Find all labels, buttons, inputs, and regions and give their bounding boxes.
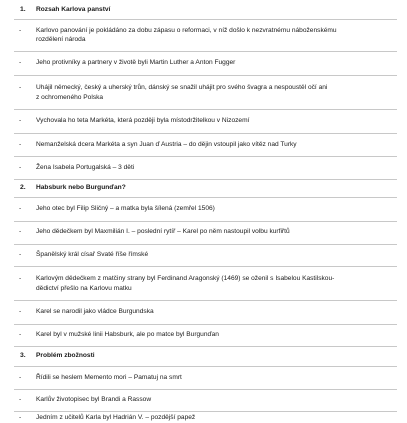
list-item-text: z ochromeného Polska <box>36 94 104 101</box>
row-divider <box>14 389 397 390</box>
list-item-text: Karlovým dědečkem z matčiny strany byl Ferdinand Aragonský (1469) se oženil s Isabelou Kastilskou- <box>36 275 335 282</box>
list-item-text: Uhájil německý, český a uherský trůn, dánský se snažil uhájit pro svého švagra a nespoustěl očí ani <box>36 84 328 91</box>
section-title: Problém zbožnosti <box>36 352 95 359</box>
list-item-text: Jeho dědečkem byl Maxmilián I. – poslední rytíř – Karel po něm nastoupil volbu kurfiřtů <box>36 228 290 235</box>
list-bullet: - <box>19 205 22 212</box>
list-item-text: Řídili se heslem Memento mori – Pamatuj na smrt <box>36 374 182 381</box>
row-divider <box>14 19 397 20</box>
row-divider <box>14 366 397 367</box>
row-divider <box>14 324 397 325</box>
row-divider <box>14 179 397 180</box>
list-bullet: - <box>19 374 22 381</box>
list-bullet: - <box>19 164 22 171</box>
row-divider <box>14 75 397 76</box>
row-divider <box>14 156 397 157</box>
row-divider <box>14 221 397 222</box>
list-bullet: - <box>19 251 22 258</box>
list-bullet: - <box>19 414 22 421</box>
list-item-text: Vychovala ho teta Markéta, která později byla místodržitelkou v Nizozemí <box>36 117 250 124</box>
list-bullet: - <box>19 228 22 235</box>
row-divider <box>14 197 397 198</box>
list-item-text: dědictví přešlo na Karlovu matku <box>36 285 132 292</box>
section-number: 3. <box>20 352 26 359</box>
row-divider <box>14 51 397 52</box>
row-divider <box>14 411 397 412</box>
list-item-text: Karel byl v mužské linii Habsburk, ale po matce byl Burgunďan <box>36 331 219 338</box>
list-item-text: Žena Isabela Portugalská – 3 děti <box>36 164 135 171</box>
list-item-text: rozdělení národa <box>36 36 86 43</box>
list-bullet: - <box>19 308 22 315</box>
list-bullet: - <box>19 117 22 124</box>
section-number: 2. <box>20 184 26 191</box>
list-bullet: - <box>19 396 22 403</box>
list-item-text: Jeho protivníky a partnery v životě byli Martin Luther a Anton Fugger <box>36 59 236 66</box>
list-bullet: - <box>19 84 22 91</box>
list-item-text: Jedním z učitelů Karla byl Hadrián V. – pozdější papež <box>36 414 196 421</box>
list-item-text: Španělský král císař Svaté říše římské <box>36 251 149 258</box>
list-item-text: Jeho otec byl Filip Sličný – a matka byla šílená (zemřel 1506) <box>36 205 215 212</box>
list-item-text: Karlovo panování je pokládáno za dobu zápasu o reformaci, v níž došlo k nezvratnému náboženskému <box>36 27 337 34</box>
list-bullet: - <box>19 141 22 148</box>
list-bullet: - <box>19 275 22 282</box>
row-divider <box>14 109 397 110</box>
list-item-text: Karel se narodil jako vládce Burgundska <box>36 308 154 315</box>
row-divider <box>14 346 397 347</box>
section-number: 1. <box>20 6 26 13</box>
list-item-text: Nemanželská dcera Markéta a syn Juan ď Austria – do dějin vstoupil jako vítěz nad Turky <box>36 141 297 148</box>
row-divider <box>14 133 397 134</box>
row-divider <box>14 244 397 245</box>
list-bullet: - <box>19 27 22 34</box>
section-title: Rozsah Karlova panství <box>36 6 111 13</box>
list-bullet: - <box>19 331 22 338</box>
row-divider <box>14 300 397 301</box>
row-divider <box>14 266 397 267</box>
section-title: Habsburk nebo Burgunďan? <box>36 184 126 191</box>
list-bullet: - <box>19 59 22 66</box>
list-item-text: Karlův životopisec byl Brandi a Rassow <box>36 396 152 403</box>
